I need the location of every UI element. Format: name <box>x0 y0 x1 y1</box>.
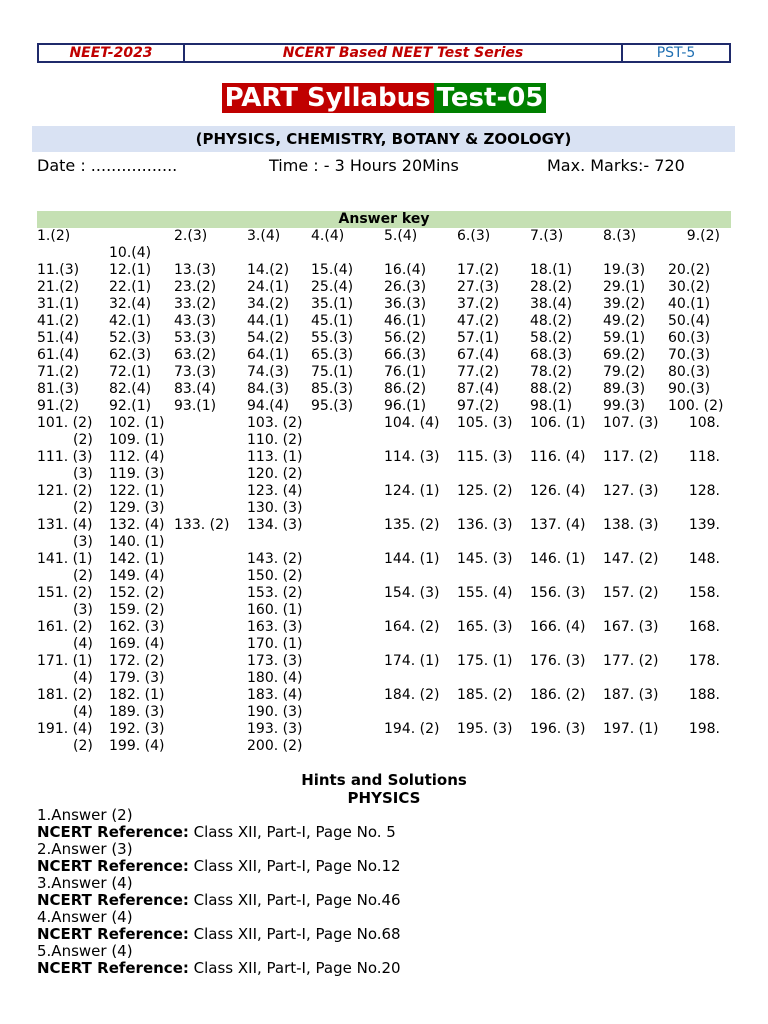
ncert-reference-label: NCERT Reference: <box>37 857 189 875</box>
answer-cell: 175. (1) <box>457 653 513 669</box>
answer-cell: 8.(3) <box>603 228 637 244</box>
answer-cell: 138. (3) <box>603 517 659 533</box>
answer-cell: 44.(1) <box>247 313 290 329</box>
answer-cell-wrap: 119. (3) <box>109 466 165 482</box>
answer-cell: 73.(3) <box>174 364 217 380</box>
ncert-reference-label: NCERT Reference: <box>37 925 189 943</box>
answer-cell: 55.(3) <box>311 330 354 346</box>
answer-cell: 2.(3) <box>174 228 208 244</box>
answer-cell: 37.(2) <box>457 296 500 312</box>
answer-cell: 32.(4) <box>109 296 152 312</box>
ncert-reference-text: Class XII, Part-I, Page No. 5 <box>188 823 396 841</box>
answer-cell: 148. <box>688 551 720 567</box>
answer-cell: 63.(2) <box>174 347 217 363</box>
answer-cell: 173. (3) <box>247 653 303 669</box>
answer-cell: 126. (4) <box>530 483 586 499</box>
answer-cell: 85.(3) <box>311 381 354 397</box>
answer-cell: 99.(3) <box>603 398 646 414</box>
answer-cell: 115. (3) <box>457 449 513 465</box>
answer-cell: 68.(3) <box>530 347 573 363</box>
answer-cell: 101. (2) <box>37 415 93 431</box>
answer-cell: 12.(1) <box>109 262 152 278</box>
answer-cell: 52.(3) <box>109 330 152 346</box>
answer-cell: 106. (1) <box>530 415 586 431</box>
hints-title: Hints and Solutions <box>301 771 467 789</box>
answer-cell: 165. (3) <box>457 619 513 635</box>
answer-cell: 43.(3) <box>174 313 217 329</box>
answer-cell-wrap: 109. (1) <box>109 432 165 448</box>
answer-cell: 192. (3) <box>109 721 165 737</box>
answer-cell: 127. (3) <box>603 483 659 499</box>
answer-cell: 155. (4) <box>457 585 513 601</box>
answer-cell: 40.(1) <box>668 296 711 312</box>
ncert-reference <box>37 892 401 909</box>
hints-section: PHYSICS <box>347 789 421 807</box>
answer-cell: 111. (3) <box>37 449 93 465</box>
answer-cell: 14.(2) <box>247 262 290 278</box>
answer-cell: 34.(2) <box>247 296 290 312</box>
answer-cell: 90.(3) <box>668 381 711 397</box>
answer-cell: 59.(1) <box>603 330 646 346</box>
answer-cell: 69.(2) <box>603 347 646 363</box>
answer-cell: 136. (3) <box>457 517 513 533</box>
answer-cell: 41.(2) <box>37 313 80 329</box>
answer-cell-wrap: 110. (2) <box>247 432 303 448</box>
answer-cell: 118. <box>688 449 720 465</box>
answer-cell-wrap: (3) <box>73 602 93 618</box>
answer-cell: 21.(2) <box>37 279 80 295</box>
answer-cell: 79.(2) <box>603 364 646 380</box>
answer-cell: 87.(4) <box>457 381 500 397</box>
answer-cell: 108. <box>688 415 720 431</box>
answer-cell: 75.(1) <box>311 364 354 380</box>
header-table <box>37 43 731 63</box>
answer-cell: 135. (2) <box>384 517 440 533</box>
answer-cell: 146. (1) <box>530 551 586 567</box>
ncert-reference <box>37 960 401 977</box>
answer-cell: 31.(1) <box>37 296 80 312</box>
answer-cell: 61.(4) <box>37 347 80 363</box>
answer-cell: 94.(4) <box>247 398 290 414</box>
answer-cell: 25.(4) <box>311 279 354 295</box>
answer-cell: 154. (3) <box>384 585 440 601</box>
answer-cell: 181. (2) <box>37 687 93 703</box>
answer-cell: 153. (2) <box>247 585 303 601</box>
answer-cell: 45.(1) <box>311 313 354 329</box>
answer-cell-wrap: 169. (4) <box>109 636 165 652</box>
answer-cell: 16.(4) <box>384 262 427 278</box>
answer-cell: 51.(4) <box>37 330 80 346</box>
answer-cell: 125. (2) <box>457 483 513 499</box>
answer-cell: 158. <box>688 585 720 601</box>
answer-cell: 104. (4) <box>384 415 440 431</box>
answer-cell: 98.(1) <box>530 398 573 414</box>
answer-cell: 188. <box>688 687 720 703</box>
answer-cell: 151. (2) <box>37 585 93 601</box>
answer-cell: 38.(4) <box>530 296 573 312</box>
answer-cell: 167. (3) <box>603 619 659 635</box>
answer-cell: 134. (3) <box>247 517 303 533</box>
answer-cell: 147. (2) <box>603 551 659 567</box>
answer-cell: 86.(2) <box>384 381 427 397</box>
answer-cell: 157. (2) <box>603 585 659 601</box>
answer-cell: 19.(3) <box>603 262 646 278</box>
ncert-reference-text: Class XII, Part-I, Page No.68 <box>188 925 401 943</box>
answer-cell: 142. (1) <box>109 551 165 567</box>
answer-cell-wrap: 150. (2) <box>247 568 303 584</box>
answer-cell: 47.(2) <box>457 313 500 329</box>
answer-cell-wrap: 159. (2) <box>109 602 165 618</box>
exam-name: NEET-2023 <box>39 45 185 61</box>
answer-cell: 83.(4) <box>174 381 217 397</box>
answer-cell: 123. (4) <box>247 483 303 499</box>
time-field: Time : - 3 Hours 20Mins <box>269 156 459 175</box>
answer-cell: 164. (2) <box>384 619 440 635</box>
answer-cell-wrap: 180. (4) <box>247 670 303 686</box>
answer-cell: 66.(3) <box>384 347 427 363</box>
answer-cell: 56.(2) <box>384 330 427 346</box>
answer-cell-wrap: 140. (1) <box>109 534 165 550</box>
answer-cell: 172. (2) <box>109 653 165 669</box>
answer-cell-wrap: 190. (3) <box>247 704 303 720</box>
solution-answer: 1.Answer (2) <box>37 806 133 824</box>
answer-cell: 93.(1) <box>174 398 217 414</box>
answer-cell: 107. (3) <box>603 415 659 431</box>
answer-cell: 80.(3) <box>668 364 711 380</box>
solution-answer: 2.Answer (3) <box>37 840 133 858</box>
ncert-reference <box>37 926 401 943</box>
answer-cell: 197. (1) <box>603 721 659 737</box>
answer-cell-wrap: 129. (3) <box>109 500 165 516</box>
answer-cell: 152. (2) <box>109 585 165 601</box>
answer-cell: 65.(3) <box>311 347 354 363</box>
series-name: NCERT Based NEET Test Series <box>185 45 623 61</box>
answer-cell: 198. <box>688 721 720 737</box>
answer-cell: 64.(1) <box>247 347 290 363</box>
solution-answer: 3.Answer (4) <box>37 874 133 892</box>
answer-cell: 100. (2) <box>668 398 724 414</box>
ncert-reference-text: Class XII, Part-I, Page No.20 <box>188 959 401 977</box>
answer-cell: 196. (3) <box>530 721 586 737</box>
answer-cell: 131. (4) <box>37 517 93 533</box>
answer-cell: 178. <box>688 653 720 669</box>
answer-cell: 1.(2) <box>37 228 71 244</box>
ncert-reference-label: NCERT Reference: <box>37 823 189 841</box>
answer-cell: 81.(3) <box>37 381 80 397</box>
answer-cell: 112. (4) <box>109 449 165 465</box>
answer-cell: 30.(2) <box>668 279 711 295</box>
answer-cell: 96.(1) <box>384 398 427 414</box>
answer-cell: 103. (2) <box>247 415 303 431</box>
ncert-reference-label: NCERT Reference: <box>37 959 189 977</box>
answer-cell: 62.(3) <box>109 347 152 363</box>
answer-cell: 48.(2) <box>530 313 573 329</box>
answer-cell: 15.(4) <box>311 262 354 278</box>
answer-cell-wrap: 130. (3) <box>247 500 303 516</box>
page-title <box>0 82 768 114</box>
answer-cell: 92.(1) <box>109 398 152 414</box>
answer-cell: 133. (2) <box>174 517 230 533</box>
ncert-reference-text: Class XII, Part-I, Page No.46 <box>188 891 401 909</box>
answer-cell-wrap: 160. (1) <box>247 602 303 618</box>
answer-cell-wrap: (4) <box>73 636 93 652</box>
answer-cell: 28.(2) <box>530 279 573 295</box>
answer-cell: 184. (2) <box>384 687 440 703</box>
answer-cell: 183. (4) <box>247 687 303 703</box>
answer-cell-wrap: 149. (4) <box>109 568 165 584</box>
answer-cell: 58.(2) <box>530 330 573 346</box>
date-field: Date : ................. <box>37 156 178 175</box>
answer-cell: 78.(2) <box>530 364 573 380</box>
answer-cell: 70.(3) <box>668 347 711 363</box>
answer-cell-wrap: 120. (2) <box>247 466 303 482</box>
answer-cell-wrap: 170. (1) <box>247 636 303 652</box>
answer-cell-wrap: 10.(4) <box>109 245 152 261</box>
answer-cell: 27.(3) <box>457 279 500 295</box>
subjects-banner: (PHYSICS, CHEMISTRY, BOTANY & ZOOLOGY) <box>32 126 735 152</box>
answer-cell: 185. (2) <box>457 687 513 703</box>
answer-cell: 132. (4) <box>109 517 165 533</box>
answer-cell: 161. (2) <box>37 619 93 635</box>
answer-cell: 195. (3) <box>457 721 513 737</box>
answer-cell: 91.(2) <box>37 398 80 414</box>
answer-cell: 116. (4) <box>530 449 586 465</box>
answer-cell: 60.(3) <box>668 330 711 346</box>
answer-cell: 194. (2) <box>384 721 440 737</box>
answer-cell: 177. (2) <box>603 653 659 669</box>
answer-cell: 176. (3) <box>530 653 586 669</box>
answer-cell: 54.(2) <box>247 330 290 346</box>
answer-cell: 145. (3) <box>457 551 513 567</box>
answer-cell: 74.(3) <box>247 364 290 380</box>
answer-cell: 105. (3) <box>457 415 513 431</box>
answer-key-heading: Answer key <box>37 211 731 228</box>
answer-cell: 128. <box>688 483 720 499</box>
solution-answer: 4.Answer (4) <box>37 908 133 926</box>
answer-cell: 124. (1) <box>384 483 440 499</box>
answer-cell: 46.(1) <box>384 313 427 329</box>
title-part1: PART Syllabus <box>222 83 434 113</box>
answer-cell: 143. (2) <box>247 551 303 567</box>
answer-cell: 7.(3) <box>530 228 564 244</box>
answer-cell: 144. (1) <box>384 551 440 567</box>
answer-cell: 71.(2) <box>37 364 80 380</box>
answer-cell: 35.(1) <box>311 296 354 312</box>
answer-cell: 26.(3) <box>384 279 427 295</box>
answer-cell: 186. (2) <box>530 687 586 703</box>
answer-cell-wrap: (2) <box>73 432 93 448</box>
answer-cell: 156. (3) <box>530 585 586 601</box>
answer-cell: 33.(2) <box>174 296 217 312</box>
solution-answer: 5.Answer (4) <box>37 942 133 960</box>
answer-cell: 171. (1) <box>37 653 93 669</box>
answer-cell: 174. (1) <box>384 653 440 669</box>
answer-cell: 168. <box>688 619 720 635</box>
answer-cell: 122. (1) <box>109 483 165 499</box>
answer-cell: 187. (3) <box>603 687 659 703</box>
answer-cell: 114. (3) <box>384 449 440 465</box>
paper-code: PST-5 <box>656 45 696 61</box>
answer-cell-wrap: 179. (3) <box>109 670 165 686</box>
answer-cell: 121. (2) <box>37 483 93 499</box>
answer-cell: 50.(4) <box>668 313 711 329</box>
title-part2: Test-05 <box>434 83 547 113</box>
answer-cell: 67.(4) <box>457 347 500 363</box>
answer-cell: 72.(1) <box>109 364 152 380</box>
answer-cell: 5.(4) <box>384 228 418 244</box>
answer-cell-wrap: (4) <box>73 704 93 720</box>
answer-cell: 182. (1) <box>109 687 165 703</box>
ncert-reference <box>37 824 396 841</box>
answer-cell: 193. (3) <box>247 721 303 737</box>
answer-cell: 88.(2) <box>530 381 573 397</box>
answer-cell: 89.(3) <box>603 381 646 397</box>
answer-cell: 29.(1) <box>603 279 646 295</box>
answer-cell: 20.(2) <box>668 262 711 278</box>
answer-cell: 163. (3) <box>247 619 303 635</box>
answer-cell-wrap: 199. (4) <box>109 738 165 754</box>
answer-cell: 117. (2) <box>603 449 659 465</box>
answer-cell: 3.(4) <box>247 228 281 244</box>
answer-cell-wrap: (2) <box>73 738 93 754</box>
answer-cell: 191. (4) <box>37 721 93 737</box>
answer-cell: 113. (1) <box>247 449 303 465</box>
answer-cell: 97.(2) <box>457 398 500 414</box>
answer-cell: 102. (1) <box>109 415 165 431</box>
answer-cell: 22.(1) <box>109 279 152 295</box>
answer-cell: 13.(3) <box>174 262 217 278</box>
ncert-reference-label: NCERT Reference: <box>37 891 189 909</box>
answer-cell-wrap: (2) <box>73 568 93 584</box>
answer-cell: 95.(3) <box>311 398 354 414</box>
answer-cell: 82.(4) <box>109 381 152 397</box>
answer-cell-wrap: 189. (3) <box>109 704 165 720</box>
answer-cell: 162. (3) <box>109 619 165 635</box>
answer-cell: 137. (4) <box>530 517 586 533</box>
answer-cell: 11.(3) <box>37 262 80 278</box>
answer-cell: 53.(3) <box>174 330 217 346</box>
answer-cell: 166. (4) <box>530 619 586 635</box>
answer-cell-wrap: (2) <box>73 500 93 516</box>
answer-cell: 57.(1) <box>457 330 500 346</box>
answer-cell-wrap: (3) <box>73 466 93 482</box>
answer-cell: 23.(2) <box>174 279 217 295</box>
answer-cell: 9.(2) <box>686 228 720 244</box>
marks-field: Max. Marks:- 720 <box>547 156 685 175</box>
answer-cell: 139. <box>688 517 720 533</box>
answer-cell: 6.(3) <box>457 228 491 244</box>
answer-cell: 24.(1) <box>247 279 290 295</box>
answer-cell: 49.(2) <box>603 313 646 329</box>
answer-cell: 39.(2) <box>603 296 646 312</box>
answer-cell: 84.(3) <box>247 381 290 397</box>
answer-cell-wrap: 200. (2) <box>247 738 303 754</box>
answer-cell: 42.(1) <box>109 313 152 329</box>
answer-cell-wrap: (4) <box>73 670 93 686</box>
answer-cell: 17.(2) <box>457 262 500 278</box>
answer-cell: 141. (1) <box>37 551 93 567</box>
ncert-reference-text: Class XII, Part-I, Page No.12 <box>188 857 401 875</box>
ncert-reference <box>37 858 401 875</box>
answer-cell: 4.(4) <box>311 228 345 244</box>
answer-cell: 77.(2) <box>457 364 500 380</box>
answer-cell: 36.(3) <box>384 296 427 312</box>
answer-cell: 18.(1) <box>530 262 573 278</box>
answer-cell-wrap: (3) <box>73 534 93 550</box>
answer-cell: 76.(1) <box>384 364 427 380</box>
